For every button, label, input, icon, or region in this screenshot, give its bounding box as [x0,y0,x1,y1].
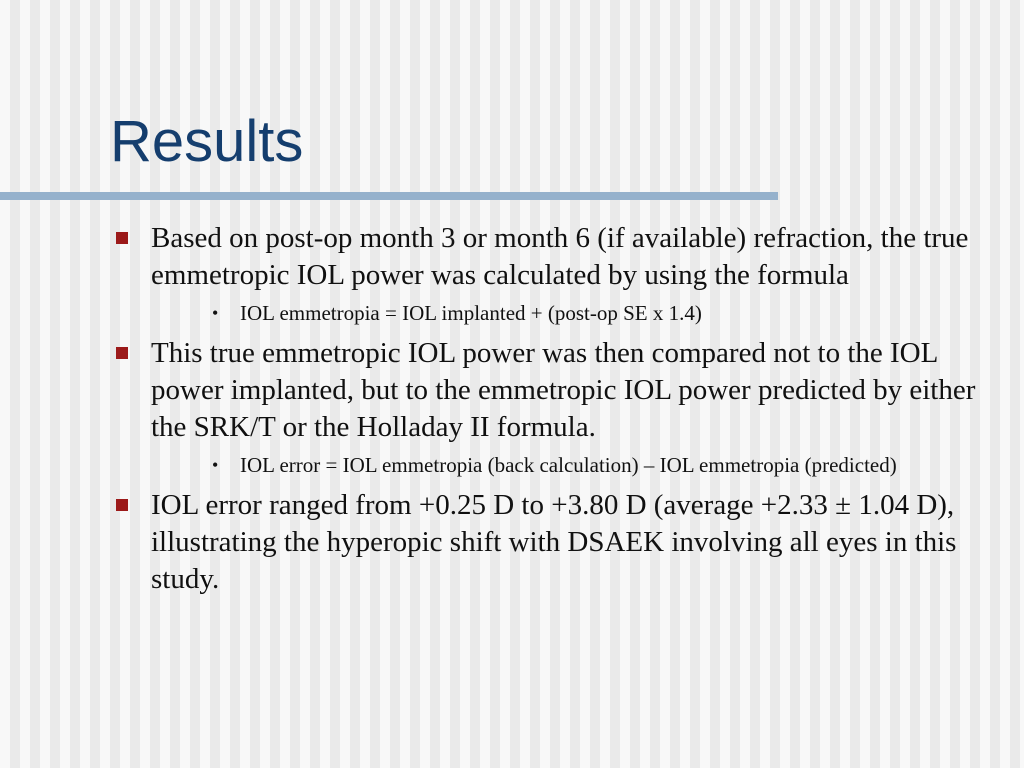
bullet-list [0,220,1024,598]
sub-bullet-item [0,300,1024,327]
bullet-item [0,220,1024,294]
bullet-text: This true emmetropic IOL power was then compared not to the IOL power implanted, but to the emmetropic IOL power predicted by either the SRK/T or the Holladay II formula. [151,337,976,443]
square-bullet-icon [116,232,128,244]
sub-bullet-item [0,452,1024,479]
bullet-text: Based on post-op month 3 or month 6 (if available) refraction, the true emmetropic IOL power was calculated by using the formula [151,222,969,291]
square-bullet-icon [116,499,128,511]
bullet-item [0,487,1024,598]
bullet-item [0,335,1024,446]
dot-bullet-icon: • [212,455,219,475]
slide-title: Results [110,109,304,174]
sub-bullet-text: IOL error = IOL emmetropia (back calculation) – IOL emmetropia (predicted) [240,453,897,477]
title-divider [0,192,778,200]
sub-bullet-text: IOL emmetropia = IOL implanted + (post-op SE x 1.4) [240,301,702,325]
dot-bullet-icon: • [212,303,219,323]
bullet-text: IOL error ranged from +0.25 D to +3.80 D (average +2.33 ± 1.04 D), illustrating the hyperopic shift with DSAEK involving all eyes in this study. [151,489,957,595]
square-bullet-icon [116,347,128,359]
